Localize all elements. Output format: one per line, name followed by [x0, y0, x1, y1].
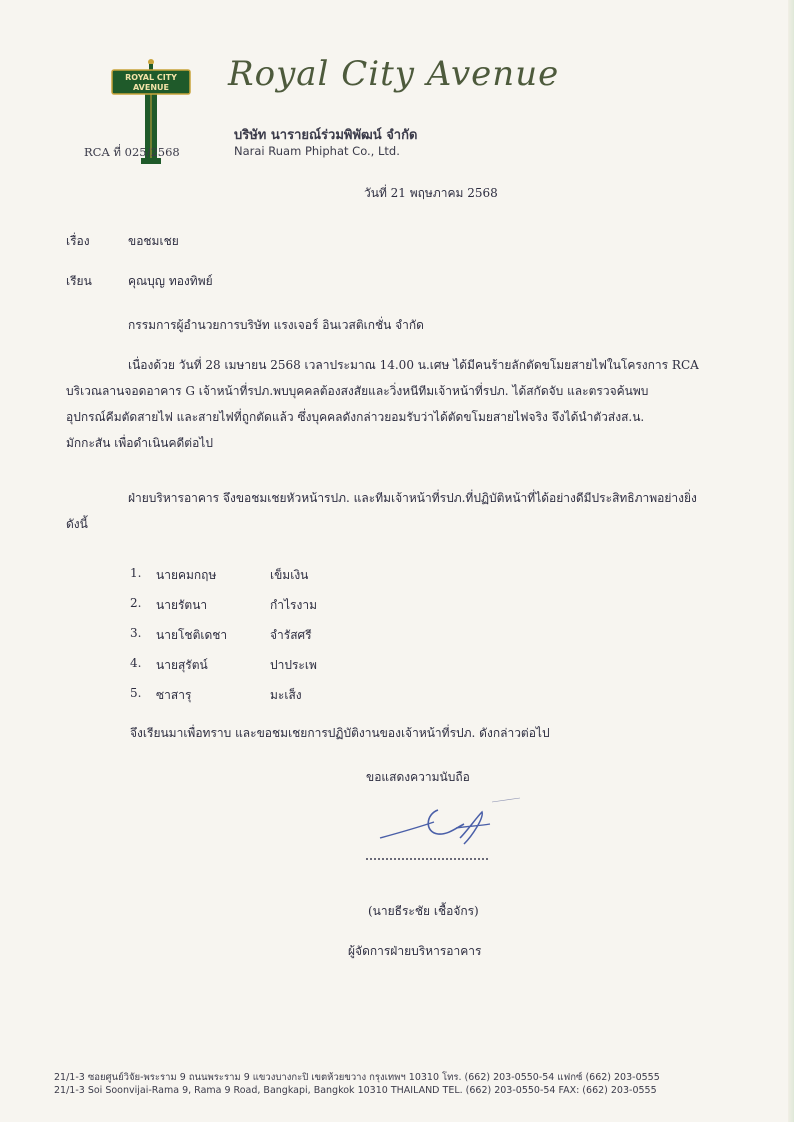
- closing-sentence: จึงเรียนมาเพื่อทราบ และขอชมเชยการปฏิบัติงานของเจ้าหน้าที่รปภ. ดังกล่าวต่อไป: [130, 726, 550, 740]
- staff-number: 3.: [130, 626, 142, 640]
- staff-first-name: นายสุรัตน์: [156, 658, 208, 672]
- staff-last-name: ปาประเพ: [270, 658, 317, 672]
- body-paragraph-2-line: ดังนี้: [66, 517, 88, 531]
- body-paragraph-2-line: ฝ่ายบริหารอาคาร จึงขอชมเชยหัวหน้ารปภ. และทีมเจ้าหน้าที่รปภ.ที่ปฏิบัติหน้าที่ได้อย่างดีมีประสิทธิภาพอย่างยิ่ง: [128, 491, 697, 505]
- staff-first-name: ซาสารุ: [156, 688, 192, 702]
- body-paragraph-1-line: มักกะสัน เพื่อดำเนินคดีต่อไป: [66, 436, 213, 450]
- regards-text: ขอแสดงความนับถือ: [366, 770, 470, 784]
- company-name-thai: บริษัท นารายณ์ร่วมพิพัฒน์ จำกัด: [234, 128, 418, 143]
- footer-address-english: 21/1-3 Soi Soonvijai-Rama 9, Rama 9 Road, Bangkapi, Bangkok 10310 THAILAND TEL. (662) 203-0550-54 FAX: (662) 203-0555: [54, 1085, 657, 1096]
- recipient-label: เรียน: [66, 274, 92, 288]
- staff-first-name: นายรัตนา: [156, 598, 208, 612]
- staff-number: 5.: [130, 686, 142, 700]
- recipient-name: คุณบุญ ทองทิพย์: [128, 274, 213, 288]
- staff-number: 1.: [130, 566, 142, 580]
- logo-line2: AVENUE: [133, 83, 169, 92]
- brand-script-title: Royal City Avenue: [228, 54, 560, 94]
- logo-line1: ROYAL CITY: [125, 73, 177, 82]
- subject-label: เรื่อง: [66, 234, 90, 248]
- signature-line: [366, 858, 488, 860]
- body-paragraph-1-line: อุปกรณ์คีมตัดสายไฟ และสายไฟที่ถูกตัดแล้ว ซึ่งบุคคลดังกล่าวยอมรับว่าได้ตัดขโมยสายไฟจริง จึงได้นำตัวส่งส.น.: [66, 410, 645, 424]
- staff-last-name: จำรัสศรี: [270, 628, 312, 642]
- recipient-title: กรรมการผู้อำนวยการบริษัท แรงเจอร์ อินเวสติเกชั่น จำกัด: [128, 318, 424, 332]
- staff-first-name: นายคมกฤษ: [156, 568, 217, 582]
- staff-number: 2.: [130, 596, 142, 610]
- company-name-english: Narai Ruam Phiphat Co., Ltd.: [234, 144, 400, 158]
- staff-first-name: นายโชติเดชา: [156, 628, 228, 642]
- reference-number: RCA ที่ 025/2568: [84, 145, 180, 159]
- body-paragraph-1-line: บริเวณลานจอดอาคาร G เจ้าหน้าที่รปภ.พบบุคคลต้องสงสัยและวิ่งหนีทีมเจ้าหน้าที่รปภ. ได้สกัดจับ และตรวจค้นพบ: [66, 384, 649, 398]
- footer-address-thai: 21/1-3 ซอยศูนย์วิจัย-พระราม 9 ถนนพระราม 9 แขวงบางกะปิ เขตห้วยขวาง กรุงเทพฯ 10310 โทร. (662) 203-0550-54 แฟกซ์ (662) 203-0555: [54, 1072, 660, 1083]
- body-paragraph-1-line: เนื่องด้วย วันที่ 28 เมษายน 2568 เวลาประมาณ 14.00 น.เศษ ได้มีคนร้ายลักตัดขโมยสายไฟในโครงการ RCA: [128, 358, 699, 372]
- signer-title: ผู้จัดการฝ่ายบริหารอาคาร: [348, 944, 482, 958]
- page-edge: [788, 0, 794, 1122]
- staff-last-name: กำไรงาม: [270, 598, 317, 612]
- signer-name: (นายธีระชัย เชื้อจักร): [368, 904, 479, 918]
- staff-number: 4.: [130, 656, 142, 670]
- staff-last-name: มะเส็ง: [270, 688, 302, 702]
- staff-last-name: เข็มเงิน: [270, 568, 309, 582]
- letter-date: วันที่ 21 พฤษภาคม 2568: [364, 186, 498, 200]
- subject-text: ขอชมเชย: [128, 234, 179, 248]
- handwritten-signature: [372, 796, 522, 856]
